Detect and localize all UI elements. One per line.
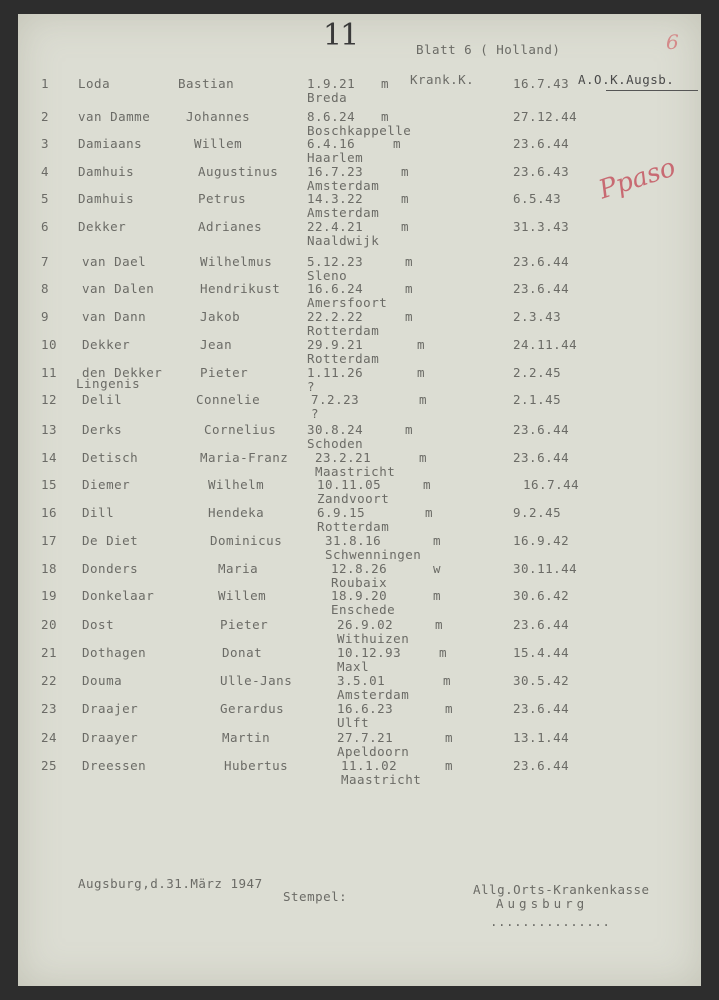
row-number: 7 — [41, 254, 50, 269]
entry-date: 16.7.44 — [523, 477, 580, 492]
birth-place: Sleno — [307, 268, 348, 283]
first-name: Pieter — [220, 617, 269, 632]
row-number: 15 — [41, 477, 58, 492]
birth-place: Zandvoort — [317, 491, 390, 506]
surname: Draajer — [82, 701, 139, 716]
stamp-label: Stempel: — [283, 889, 348, 904]
sex: m — [435, 617, 444, 632]
surname: Donkelaar — [82, 588, 155, 603]
row-number: 9 — [41, 309, 50, 324]
sex: m — [445, 730, 454, 745]
birth-date: 27.7.21 — [337, 730, 394, 745]
first-name: Maria — [218, 561, 259, 576]
surname: Draayer — [82, 730, 139, 745]
entry-date: 23.6.44 — [513, 617, 570, 632]
row-number: 24 — [41, 730, 58, 745]
surname: van Dael — [82, 254, 147, 269]
sex: m — [439, 645, 448, 660]
first-name: Dominicus — [210, 533, 283, 548]
birth-place: Naaldwijk — [307, 233, 380, 248]
issuer-line1: Allg.Orts-Krankenkasse — [473, 882, 650, 897]
surname: Dothagen — [82, 645, 147, 660]
table-row — [18, 758, 701, 787]
birth-date: 18.9.20 — [331, 588, 388, 603]
birth-date: 31.8.16 — [325, 533, 382, 548]
entry-date: 16.9.42 — [513, 533, 570, 548]
birth-date: 5.12.23 — [307, 254, 364, 269]
birth-place: Amsterdam — [307, 178, 380, 193]
row-number: 19 — [41, 588, 58, 603]
birth-place: Haarlem — [307, 150, 364, 165]
first-name: Willem — [218, 588, 267, 603]
entry-date: 23.6.44 — [513, 136, 570, 151]
table-row — [18, 701, 701, 730]
row-number: 25 — [41, 758, 58, 773]
birth-date: 7.2.23 — [311, 392, 360, 407]
sex: m — [393, 136, 402, 151]
entry-date: 30.11.44 — [513, 561, 578, 576]
first-name: Johannes — [186, 109, 251, 124]
row-number: 4 — [41, 164, 50, 179]
birth-date: 1.9.21 — [307, 76, 356, 91]
sex: m — [401, 191, 410, 206]
first-name: Hendeka — [208, 505, 265, 520]
table-row — [18, 588, 701, 617]
sex: m — [381, 109, 390, 124]
entry-date: 23.6.43 — [513, 164, 570, 179]
entry-date: 9.2.45 — [513, 505, 562, 520]
row-number: 18 — [41, 561, 58, 576]
birth-place: Rotterdam — [307, 323, 380, 338]
entry-date: 31.3.43 — [513, 219, 570, 234]
document-sheet — [18, 14, 701, 986]
first-name: Adrianes — [198, 219, 263, 234]
first-name: Willem — [194, 136, 243, 151]
entry-date: 6.5.43 — [513, 191, 562, 206]
row-number: 23 — [41, 701, 58, 716]
birth-place: Apeldoorn — [337, 744, 410, 759]
table-row — [18, 617, 701, 646]
sex: m — [417, 337, 426, 352]
birth-date: 14.3.22 — [307, 191, 364, 206]
surname: van Dann — [82, 309, 147, 324]
birth-place: Ulft — [337, 715, 370, 730]
entry-date: 30.5.42 — [513, 673, 570, 688]
row-number: 13 — [41, 422, 58, 437]
entry-date: 2.1.45 — [513, 392, 562, 407]
birth-date: 8.6.24 — [307, 109, 356, 124]
row-number: 10 — [41, 337, 58, 352]
row-number: 11 — [41, 365, 58, 380]
table-row — [18, 561, 701, 590]
birth-place: Rotterdam — [307, 351, 380, 366]
surname: Diemer — [82, 477, 131, 492]
entry-date: 23.6.44 — [513, 422, 570, 437]
sheet-label: Blatt 6 ( Holland) — [416, 42, 561, 57]
row-number: 1 — [41, 76, 50, 91]
table-row — [18, 392, 701, 421]
birth-date: 10.12.93 — [337, 645, 402, 660]
issuer-line2: Augsburg — [496, 896, 589, 911]
entry-date: 2.3.43 — [513, 309, 562, 324]
surname: Detisch — [82, 450, 139, 465]
sex: m — [419, 450, 428, 465]
surname: De Diet — [82, 533, 139, 548]
row-number: 14 — [41, 450, 58, 465]
birth-place: Withuizen — [337, 631, 410, 646]
row-number: 8 — [41, 281, 50, 296]
entry-date: 30.6.42 — [513, 588, 570, 603]
red-annotation: Ppaso — [595, 152, 680, 206]
sex: m — [405, 254, 414, 269]
surname: Loda — [78, 76, 111, 91]
surname: Damiaans — [78, 136, 143, 151]
birth-place: Maastricht — [315, 464, 396, 479]
entry-date: 16.7.43 — [513, 76, 570, 91]
footer-place-date: Augsburg,d.31.März 1947 — [78, 876, 263, 891]
birth-date: 6.9.15 — [317, 505, 366, 520]
birth-date: 30.8.24 — [307, 422, 364, 437]
birth-place: Amersfoort — [307, 295, 388, 310]
first-name: Jean — [200, 337, 233, 352]
entry-date: 27.12.44 — [513, 109, 578, 124]
row-number: 12 — [41, 392, 58, 407]
entry-date: 23.6.44 — [513, 758, 570, 773]
surname: Donders — [82, 561, 139, 576]
birth-date: 22.4.21 — [307, 219, 364, 234]
table-row — [18, 533, 701, 562]
birth-date: 23.2.21 — [315, 450, 372, 465]
sex: m — [401, 219, 410, 234]
table-row — [18, 450, 701, 479]
birth-date: 16.7.23 — [307, 164, 364, 179]
table-row — [18, 477, 701, 506]
table-row — [18, 309, 701, 338]
first-name: Maria-Franz — [200, 450, 289, 465]
row-number: 2 — [41, 109, 50, 124]
birth-place: Amsterdam — [337, 687, 410, 702]
birth-place: Enschede — [331, 602, 396, 617]
surname: Dost — [82, 617, 115, 632]
first-name: Hendrikust — [200, 281, 281, 296]
first-name: Connelie — [196, 392, 261, 407]
sex: m — [381, 76, 390, 91]
page-corner-mark: 6 — [666, 30, 679, 54]
sex: m — [405, 281, 414, 296]
entry-date: 23.6.44 — [513, 701, 570, 716]
surname: van Damme — [78, 109, 151, 124]
birth-date: 29.9.21 — [307, 337, 364, 352]
birth-place: Boschkappelle — [307, 123, 412, 138]
row1-insurer: Krank.K. — [410, 72, 475, 87]
sex: m — [401, 164, 410, 179]
row-number: 17 — [41, 533, 58, 548]
first-name: Pieter — [200, 365, 249, 380]
first-name: Jakob — [200, 309, 241, 324]
row-number: 6 — [41, 219, 50, 234]
sex: m — [445, 701, 454, 716]
entry-date: 23.6.44 — [513, 450, 570, 465]
birth-place: Maastricht — [341, 772, 422, 787]
signature-line: ............... — [490, 914, 611, 929]
birth-date: 22.2.22 — [307, 309, 364, 324]
entry-date: 13.1.44 — [513, 730, 570, 745]
sex: m — [423, 477, 432, 492]
sex: m — [417, 365, 426, 380]
sex: m — [405, 309, 414, 324]
birth-place: Amsterdam — [307, 205, 380, 220]
birth-date: 26.9.02 — [337, 617, 394, 632]
table-row — [18, 337, 701, 366]
first-name: Augustinus — [198, 164, 279, 179]
row-number: 5 — [41, 191, 50, 206]
birth-date: 10.11.05 — [317, 477, 382, 492]
sex: m — [433, 533, 442, 548]
sex: w — [433, 561, 442, 576]
birth-place: Maxl — [337, 659, 370, 674]
entry-date: 23.6.44 — [513, 254, 570, 269]
table-row — [18, 254, 701, 283]
table-row — [18, 281, 701, 310]
first-name: Donat — [222, 645, 263, 660]
birth-place: ? — [311, 406, 320, 421]
birth-place: Rotterdam — [317, 519, 390, 534]
surname: Douma — [82, 673, 123, 688]
first-name: Bastian — [178, 76, 235, 91]
entry-date: 24.11.44 — [513, 337, 578, 352]
birth-date: 11.1.02 — [341, 758, 398, 773]
birth-date: 1.11.26 — [307, 365, 364, 380]
row-number: 3 — [41, 136, 50, 151]
table-row — [18, 76, 701, 105]
entry-date: 23.6.44 — [513, 281, 570, 296]
birth-place: Roubaix — [331, 575, 388, 590]
first-name: Cornelius — [204, 422, 277, 437]
row-number: 20 — [41, 617, 58, 632]
surname: van Dalen — [82, 281, 155, 296]
birth-date: 16.6.24 — [307, 281, 364, 296]
surname: Damhuis — [78, 164, 135, 179]
table-row — [18, 505, 701, 534]
first-name: Petrus — [198, 191, 247, 206]
surname: Derks — [82, 422, 123, 437]
surname: Dekker — [82, 337, 131, 352]
birth-place: Schoden — [307, 436, 364, 451]
birth-date: 3.5.01 — [337, 673, 386, 688]
sex: m — [443, 673, 452, 688]
table-row — [18, 191, 701, 220]
row-number: 22 — [41, 673, 58, 688]
handwritten-mark: 11 — [323, 18, 358, 53]
sex: m — [425, 505, 434, 520]
table-row — [18, 422, 701, 451]
row-number: 16 — [41, 505, 58, 520]
birth-date: 6.4.16 — [307, 136, 356, 151]
birth-place: ? — [307, 379, 316, 394]
birth-date: 16.6.23 — [337, 701, 394, 716]
first-name: Hubertus — [224, 758, 289, 773]
table-row — [18, 730, 701, 759]
surname: Delil — [82, 392, 123, 407]
row-number: 21 — [41, 645, 58, 660]
row11-note: Lingenis — [76, 376, 141, 391]
row1-insurer-place: A.O.K.Augsb. — [578, 72, 675, 87]
birth-date: 12.8.26 — [331, 561, 388, 576]
table-row — [18, 645, 701, 674]
sex: m — [405, 422, 414, 437]
first-name: Martin — [222, 730, 271, 745]
entry-date: 15.4.44 — [513, 645, 570, 660]
table-row — [18, 136, 701, 165]
surname: den Dekker — [82, 365, 163, 380]
table-row — [18, 673, 701, 702]
first-name: Gerardus — [220, 701, 285, 716]
sex: m — [419, 392, 428, 407]
entry-date: 2.2.45 — [513, 365, 562, 380]
surname: Damhuis — [78, 191, 135, 206]
birth-place: Schwenningen — [325, 547, 422, 562]
sex: m — [445, 758, 454, 773]
table-row — [18, 109, 701, 138]
first-name: Ulle-Jans — [220, 673, 293, 688]
table-row — [18, 219, 701, 248]
first-name: Wilhelm — [208, 477, 265, 492]
first-name: Wilhelmus — [200, 254, 273, 269]
sex: m — [433, 588, 442, 603]
surname: Dreessen — [82, 758, 147, 773]
birth-place: Breda — [307, 90, 348, 105]
surname: Dekker — [78, 219, 127, 234]
surname: Dill — [82, 505, 115, 520]
